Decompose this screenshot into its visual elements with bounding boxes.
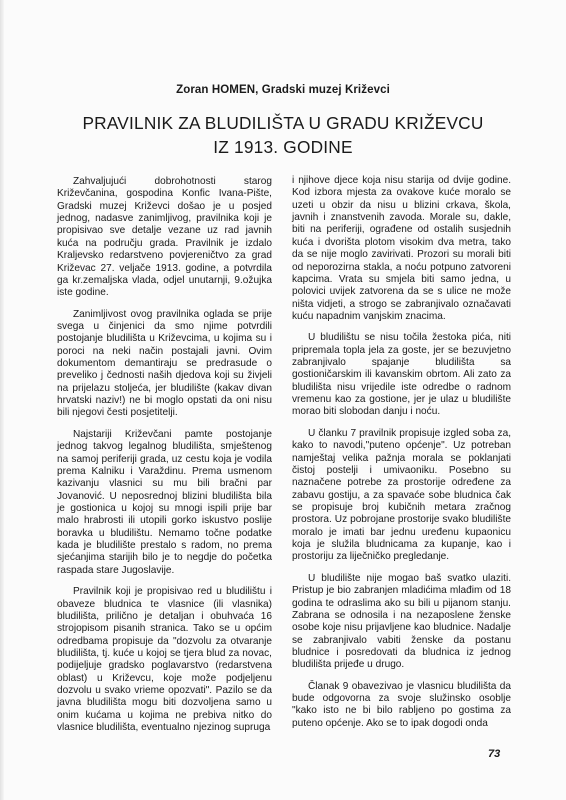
right-text-column: [292, 175, 511, 739]
paragraph: Zahvaljujući dobrohotnosti starog Križevčanina, gospodina Konfic Ivana-Pište, Gradski muzej Križevci došao je u posjed jednog, nadasve zanimljivog, pravilnika koji je propisivao sve detalje vezane uz rad javnih kuća na području grada. Pravilnik je izdalo Kraljevsko redarstveno povjereničtvo za grad Križevac 27. veljače 1913. godine, a potvrdila ga kr.zemaljska vlada, odjel unutarnji, 9.ožujka iste godine.: [57, 176, 272, 299]
paragraph: U bludilištu se nisu točila žestoka pića, niti pripremala topla jela za goste, jer se bezuvjetno zabranjivalo spajanje bludilišta sa gostioničarskim ili kavanskim obrtom. Ali zato za bludilišta nisu vrijedile iste odredbe o radnom vremenu kao za gostione, jer je ulaz u bludilište morao biti slobodan danju i noću.: [292, 332, 511, 418]
paragraph: Zanimljivost ovog pravilnika oglada se prije svega u činjenici da smo njime potvrdili postojanje bludilišta u Križevcima, u kojima su i poroci na neki način postajali javni. Ovim dokumentom demantiraju se predrasude o preveliko j čednosti naših djedova koji su živjeli na prijelazu stoljeća, jer bludilište (kakav divan hrvatski naziv!) ne bi moglo opstati da oni nisu bili njegovi česti posjetitelji.: [57, 308, 272, 419]
article-title-line-1: PRAVILNIK ZA BLUDILIŠTA U GRADU KRIŽEVCU: [82, 113, 484, 133]
paragraph-continued: i njihove djece koja nisu starija od dvije godine. Kod izbora mjesta za ovakove kuće moralo se uzeti u obzir da nisu u blizini crkava, škola, javnih i znanstvenih zavoda. Morale su, dakle, biti na periferiji, ograđene od ostalih susjednih kuća i dvorišta plotom visokim dva metra, tako da se nije moglo zavirivati. Prozori su morali biti od neporozirna stakla, a noću potpuno zatvoreni kapcima. Vrata su smjela biti samo jedna, u polovici uvijek zatvorena da se s ulice ne može ništa vidjeti, a strogo se zabranjivalo označavati kuću napadnim vanjskim znacima.: [292, 175, 511, 322]
paragraph: Najstariji Križevčani pamte postojanje jednog takvog legalnog bludilišta, smještenog na samoj periferiji grada, uz cestu koja je vodila prema Kalniku i Varaždinu. Prema usmenom kazivanju vlasnici su mu bili bračni par Jovanović. U neposrednoj blizini bludilišta bila je gostionica u kojoj su mnogi ispili prije bar malo hrabrosti ili utopili gorko iskustvo poslije boravka u bludilištu. Nemamo točne podatke kada je bludilište prestalo s radom, no prema sjećanjima starijih bilo je to negdje do početka raspada stare Jugoslavije.: [57, 428, 272, 576]
article-title: [60, 111, 506, 159]
paragraph: Pravilnik koji je propisivao red u bludilištu i obaveze bludnica te vlasnice (ili vlasnika) bludilišta, prilično je detaljan i obuhvaća 16 strojopisom pisanih stranica. Tako se u općim odredbama propisuje da "dozvolu za otvaranje bludilišta, tj. kuće u kojoj se tjera blud za novac, podijeljuje gradsko poglavarstvo (redarstvena oblast) u Križevcu, koje može podjeljenu dozvolu u svako vrieme opozvati". Pazilo se da javna bludilišta mogu biti dozvoljena samo u onim kućama u kojima ne prebiva nitko do vlasnice bludilišta, eventualno njezinog supruga: [57, 586, 272, 734]
left-text-column: [57, 176, 272, 743]
article-title-line-2: IZ 1913. GODINE: [213, 137, 353, 157]
page-number: 73: [488, 748, 501, 760]
page-binding-edge: [0, 0, 4, 800]
paragraph: U članku 7 pravilnik propisuje izgled soba za, kako to navodi,"puteno općenje". Uz potreban namještaj velika pažnja morala se poklanjati čistoj postelji i umivaoniku. Posebno su naznačene potrebe za prostorije određene za zabavu gostiju, a za spavaće sobe bludnica čak se propisuje broj kubičnih metara zračnog prostora. Uz pobrojane prostorije svako bludilište moralo je imati bar jednu uređenu kupaonicu koja je služila bludnicama za kupanje, kao i prostoriju za liječničko pregledanje.: [292, 427, 511, 563]
article-author: Zoran HOMEN, Gradski muzej Križevci: [176, 84, 390, 96]
paragraph: Članak 9 obavezivao je vlasnicu bludilišta da bude odgovorna za svoje služinsko osoblje "kako isto ne bi bilo rabljeno po gostima za puteno općenje. Ako se to ipak dogodi onda: [292, 680, 511, 729]
paragraph: U bludilište nije mogao baš svatko ulaziti. Pristup je bio zabranjen mladićima mlađim od 18 godina te odraslima ako su bili u pijanom stanju. Zabrana se odnosila i na nezaposlene ženske osobe koje nisu prijavljene kao bludnice. Nadalje se zabranjivalo vabiti ženske da postanu bludnice i posredovati da bludnica iz jednog bludilišta prijeđe u drugo.: [292, 572, 511, 671]
